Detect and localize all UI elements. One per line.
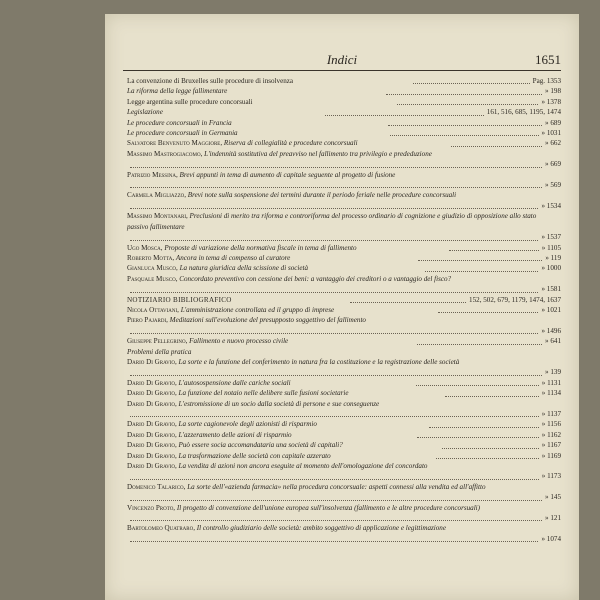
- entry-pages: » 1021: [541, 305, 561, 314]
- index-entry: [127, 523, 561, 544]
- dot-leader: [130, 186, 542, 188]
- entry-page-line: [127, 534, 561, 544]
- index-entry: [127, 399, 561, 420]
- dot-leader: [386, 93, 542, 95]
- entry-pages: » 669: [545, 160, 561, 169]
- entry-title: L'azzeramento delle azioni di risparmio: [178, 430, 292, 439]
- entry-title: L'indennità sostitutiva del preavviso nel fallimento tra privilegio e prededuzione: [204, 149, 432, 158]
- index-entry: [127, 107, 561, 117]
- entry-text: [127, 399, 561, 409]
- entry-title: Brevi note sulla sospensione dei termini durante il periodo feriale nelle procedure concorsuali: [187, 191, 457, 200]
- entry-title: NOTIZIARIO BIBLIOGRAFICO: [127, 295, 232, 304]
- dot-leader: [130, 332, 538, 334]
- entry-author: Dario Di Gravio,: [127, 420, 179, 429]
- entry-author: Nicola Ottaviani,: [127, 305, 181, 314]
- index-entry: [127, 243, 561, 253]
- index-entry: [127, 138, 561, 148]
- dot-leader: [388, 124, 542, 126]
- entry-title: La vendita di azioni non ancora eseguite al momento dell'omologazione del concordato: [178, 462, 428, 471]
- dot-leader: [429, 426, 538, 428]
- entry-author: Dario Di Gravio,: [127, 399, 179, 408]
- entry-pages: » 198: [545, 87, 562, 96]
- entry-page-line: [127, 492, 561, 502]
- entry-pages: » 145: [545, 493, 561, 502]
- entry-text: [127, 388, 442, 398]
- dot-leader: [418, 259, 543, 261]
- index-entry: [127, 336, 561, 346]
- index-entry: [127, 503, 561, 524]
- index-entry: [127, 190, 561, 211]
- entry-text: [127, 190, 561, 200]
- entry-pages: » 1074: [541, 534, 561, 543]
- entry-title: Brevi appunti in tema di aumento di capitale seguente al progetto di fusione: [179, 170, 396, 179]
- entry-title: Le procedure concorsuali in Germania: [127, 129, 238, 138]
- dot-leader: [130, 374, 542, 376]
- index-entry: [127, 274, 561, 295]
- entry-text: [127, 118, 385, 128]
- entry-pages: » 569: [545, 181, 561, 190]
- entry-title: Ancora in tema di compenso al curatore: [175, 253, 291, 262]
- entry-title: Riserva di collegialità e procedure concorsuali: [223, 139, 358, 148]
- index-entry: [127, 451, 561, 461]
- entry-title: Preclusioni di merito tra riforma e controriforma del processo ordinario di cognizione e giudizio di opposizione allo stato passivo fallimentare: [127, 212, 537, 231]
- entry-text: [127, 76, 410, 86]
- entry-author: Dario Di Gravio,: [127, 451, 179, 460]
- entry-pages: » 1173: [541, 472, 561, 481]
- index-entry: [127, 149, 561, 170]
- entry-author: Massimo Mastrogiacomo,: [127, 149, 205, 158]
- entry-author: Pasquale Musco,: [127, 274, 180, 283]
- entry-text: [127, 357, 561, 367]
- dot-leader: [130, 519, 542, 521]
- entry-pages: » 1137: [541, 410, 561, 418]
- entry-pages: » 689: [545, 118, 561, 127]
- entry-pages: » 1105: [541, 243, 562, 252]
- entry-text: [127, 295, 347, 305]
- entry-text: [127, 253, 415, 263]
- entry-title: Legge argentina sulle procedure concorsuali: [127, 97, 253, 106]
- entry-author: Gianluca Musco,: [127, 264, 180, 273]
- dot-leader: [425, 270, 539, 272]
- entry-title: L'estromissione di un socio dalla società di persone e sue conseguenze: [178, 399, 380, 408]
- index-entry: [127, 347, 561, 357]
- entry-title: La sorte cagionevole degli azionisti di risparmio: [178, 420, 317, 429]
- entry-text: [127, 503, 561, 513]
- entry-pages: 161, 516, 685, 1195, 1474: [486, 108, 562, 117]
- entry-text: [127, 523, 561, 533]
- entry-text: [127, 440, 439, 450]
- index-entry: [127, 97, 561, 107]
- entry-text: [127, 461, 561, 471]
- entry-author: Bartolomeo Quatraro,: [127, 524, 197, 533]
- entry-title: Il progetto di convenzione dell'unione europea sull'insolvenza (fallimento e le altre procedure concorsuali): [176, 503, 480, 512]
- entry-page-line: [127, 232, 561, 242]
- entry-title: La natura giuridica della scissione di società: [179, 264, 309, 273]
- entry-pages: » 1581: [541, 285, 561, 294]
- entry-author: Carmela Migliazzo,: [127, 191, 188, 200]
- entry-pages: » 1156: [541, 420, 561, 429]
- dot-leader: [130, 166, 542, 168]
- dot-leader: [130, 540, 538, 542]
- dot-leader: [416, 384, 539, 386]
- index-entry: [127, 440, 561, 450]
- entry-author: Domenico Talarico,: [127, 482, 188, 491]
- dot-leader: [130, 239, 538, 241]
- dot-leader: [417, 436, 539, 438]
- entry-text: [127, 263, 422, 273]
- entry-text: [127, 86, 383, 96]
- entry-text: [127, 347, 561, 357]
- entry-page-line: [127, 284, 561, 294]
- dot-leader: [442, 447, 538, 449]
- index-list: [127, 76, 561, 544]
- entry-author: Dario Di Gravio,: [127, 441, 179, 450]
- entry-pages: » 1131: [541, 378, 562, 387]
- entry-author: Massimo Montanari,: [127, 212, 190, 221]
- dot-leader: [130, 291, 538, 293]
- entry-author: Ugo Mosca,: [127, 243, 165, 252]
- entry-pages: » 1162: [541, 430, 562, 439]
- entry-author: Dario Di Gravio,: [127, 389, 179, 398]
- header-rule: [123, 70, 561, 71]
- dot-leader: [325, 114, 484, 116]
- index-entry: [127, 295, 561, 305]
- index-entry: [127, 118, 561, 128]
- entry-author: Dario Di Gravio,: [127, 357, 179, 366]
- entry-text: [127, 149, 561, 159]
- index-entry: [127, 253, 561, 263]
- entry-author: Dario Di Gravio,: [127, 462, 179, 471]
- entry-page-line: [127, 159, 561, 169]
- entry-page-line: [127, 326, 561, 336]
- entry-pages: » 1378: [541, 97, 561, 106]
- entry-author: Salvatore Benvenuto Maggiore,: [127, 139, 224, 148]
- entry-text: [127, 274, 561, 284]
- entry-text: [127, 107, 322, 117]
- dot-leader: [130, 478, 539, 480]
- dot-leader: [449, 249, 539, 251]
- entry-pages: » 1167: [541, 441, 562, 450]
- entry-text: [127, 170, 561, 180]
- index-entry: [127, 482, 561, 503]
- dot-leader: [436, 457, 539, 459]
- index-entry: [127, 86, 561, 96]
- entry-pages: » 1537: [541, 233, 561, 242]
- entry-page-line: [127, 201, 561, 211]
- entry-text: [127, 211, 561, 232]
- dot-leader: [390, 134, 539, 136]
- entry-pages: » 641: [545, 337, 562, 346]
- entry-author: Patrizio Messina,: [127, 170, 180, 179]
- entry-title: Concordato preventivo con cessione dei beni: a vantaggio dei creditori o a vantaggio del fisco?: [179, 274, 452, 283]
- index-entry: [127, 315, 561, 336]
- entry-text: [127, 243, 446, 253]
- dot-leader: [130, 415, 539, 417]
- entry-author: Dario Di Gravio,: [127, 378, 179, 387]
- dot-leader: [445, 395, 539, 397]
- entry-text: [127, 315, 561, 325]
- entry-page-line: [127, 471, 561, 481]
- entry-title: La convenzione di Bruxelles sulle procedure di insolvenza: [127, 77, 294, 85]
- entry-page-line: [127, 513, 561, 523]
- entry-pages: » 139: [545, 368, 561, 377]
- dot-leader: [413, 82, 530, 84]
- entry-title: La sorte e la funzione del conferimento in natura fra la costituzione e la registrazione delle società: [178, 357, 460, 366]
- dot-leader: [438, 311, 539, 313]
- entry-title: La riforma della legge fallimentare: [127, 87, 228, 96]
- entry-page-line: [127, 180, 561, 190]
- entry-text: [127, 97, 394, 107]
- entry-page-line: [127, 409, 561, 419]
- entry-title: La sorte dell'«azienda farmacia» nella procedura concorsuale: aspetti connessi alla vendita ed all'affitto: [187, 482, 486, 491]
- entry-title: Proposte di variazione della normativa fiscale in tema di fallimento: [164, 243, 357, 252]
- index-entry: [127, 305, 561, 315]
- index-entry: [127, 378, 561, 388]
- entry-title: L'amministrazione controllata ed il gruppo di imprese: [180, 305, 335, 314]
- entry-pages: » 662: [545, 139, 562, 148]
- entry-author: Roberto Motta,: [127, 253, 176, 262]
- entry-text: [127, 482, 561, 492]
- entry-title: Le procedure concorsuali in Francia: [127, 118, 232, 127]
- entry-title: La trasformazione delle società con capitale azzerato: [178, 451, 331, 460]
- index-entry: [127, 263, 561, 273]
- entry-text: [127, 128, 387, 138]
- entry-title: Il controllo giudiziario delle società: ambito soggettivo di applicazione e legittimazione: [196, 524, 446, 533]
- entry-pages: » 1496: [541, 326, 561, 335]
- index-page: [105, 14, 579, 600]
- entry-title: La funzione del notaio nelle delibere sulle fusioni societarie: [178, 389, 349, 398]
- index-entry: [127, 170, 561, 191]
- page-number: 1651: [535, 52, 561, 67]
- dot-leader: [417, 343, 542, 345]
- entry-text: [127, 430, 414, 440]
- entry-text: [127, 378, 413, 388]
- entry-title: Problemi della pratica: [127, 347, 192, 356]
- index-entry: [127, 430, 561, 440]
- index-entry: [127, 461, 561, 482]
- dot-leader: [350, 301, 466, 303]
- running-header: [105, 52, 579, 72]
- entry-pages: 152, 502, 679, 1179, 1474, 1637: [469, 295, 562, 304]
- entry-title: Può essere socia accomandataria una società di capitali?: [178, 441, 343, 450]
- index-entry: [127, 419, 561, 429]
- entry-author: Piero Pajardi,: [127, 316, 170, 325]
- index-entry: [127, 357, 561, 378]
- entry-text: [127, 419, 426, 429]
- index-entry: [127, 128, 561, 138]
- entry-title: Fallimento e nuovo processo civile: [189, 337, 289, 346]
- entry-pages: Pag. 1353: [532, 77, 561, 85]
- entry-title: Legislazione: [127, 108, 163, 117]
- index-entry: [127, 76, 561, 86]
- index-entry: [127, 388, 561, 398]
- entry-pages: » 1169: [541, 451, 561, 460]
- entry-author: Dario Di Gravio,: [127, 430, 179, 439]
- entry-pages: » 1134: [541, 389, 562, 398]
- entry-text: [127, 305, 435, 315]
- entry-author: Giuseppe Pellegrino,: [127, 337, 190, 346]
- entry-pages: » 1000: [541, 264, 561, 273]
- entry-page-line: [127, 367, 561, 377]
- entry-author: Vincenzo Proto,: [127, 503, 177, 512]
- entry-pages: » 119: [545, 253, 562, 262]
- dot-leader: [130, 499, 542, 501]
- header-title: Indici: [326, 52, 358, 67]
- entry-pages: » 1534: [541, 201, 561, 210]
- entry-text: [127, 336, 414, 346]
- entry-title: L'autosospensione dalle cariche sociali: [178, 378, 291, 387]
- entry-pages: » 121: [545, 514, 561, 523]
- entry-title: Meditazioni sull'evoluzione del presupposto soggettivo del fallimento: [169, 316, 366, 325]
- entry-pages: » 1031: [541, 129, 562, 138]
- dot-leader: [397, 103, 538, 105]
- dot-leader: [130, 207, 538, 209]
- index-entry: [127, 211, 561, 242]
- entry-text: [127, 451, 433, 461]
- dot-leader: [451, 145, 542, 147]
- entry-text: [127, 138, 448, 148]
